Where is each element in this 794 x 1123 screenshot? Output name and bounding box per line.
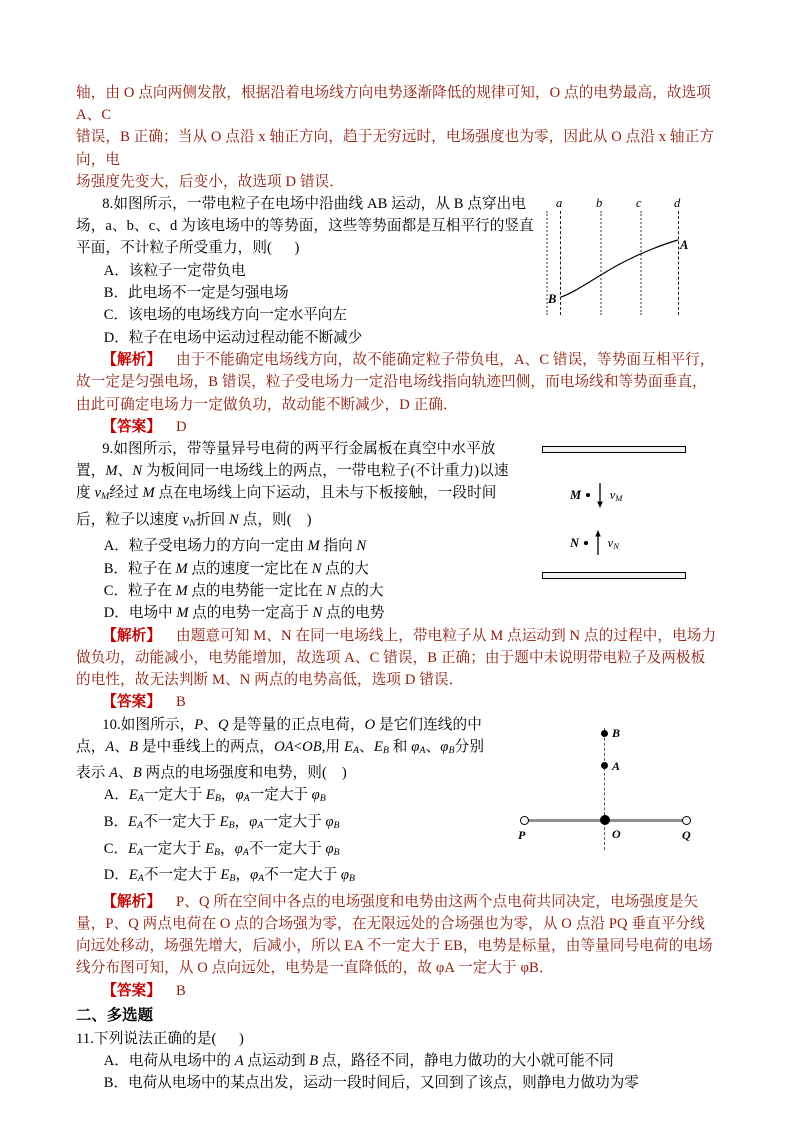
analysis-tag: 【解析】: [102, 893, 162, 910]
midpoint-label-o: O: [612, 826, 621, 841]
question-8: [76, 193, 718, 438]
charge-q-circle: [682, 816, 691, 825]
question-10-analysis: [76, 891, 718, 980]
midpoint-o-dot: [600, 815, 610, 825]
question-8-option-a[interactable]: A．该粒子一定带负电: [103, 262, 246, 279]
question-10: [76, 714, 718, 1002]
charge-label-q: Q: [682, 827, 691, 842]
answer-tag: 【答案】: [102, 694, 162, 711]
question-10-answer: [76, 980, 718, 1002]
question-10-option-b[interactable]: B．$E_A$不一定大于 $E_B$，$\varphi_A$一定大于 $\varphi_B$: [103, 814, 340, 832]
page-content: [76, 82, 718, 1095]
plane-label-a: a: [556, 196, 563, 211]
point-n-dot: [584, 541, 588, 545]
point-a-dot: [601, 762, 608, 769]
question-9-option-a[interactable]: A．粒子受电场力的方向一定由 M 指向 N: [103, 538, 367, 555]
lower-plate: [542, 572, 686, 579]
question-8-answer: [76, 416, 718, 438]
analysis-text: 由题意可知 M、N 在同一电场线上，带电粒子从 M 点运动到 N 点的过程中，电场力做负功，动能减小，电势能增加，故选项 A、C 错误，B 正确；由于题中未说明带电粒子及两极板的电性，故无法判断 M、N 两点的电势高低，选项 D 错误．: [76, 627, 717, 689]
continuation-line-3: 场强度先变大，后变小，故选项 D 错误．: [76, 173, 344, 190]
point-b-dot: [601, 730, 608, 737]
particle-trajectory-curve: [546, 197, 696, 315]
continuation-block: [76, 82, 718, 193]
question-8-analysis: [76, 349, 718, 416]
point-label-a: A: [612, 758, 621, 773]
answer-value: B: [176, 694, 186, 711]
question-10-option-c[interactable]: C．$E_A$一定大于 $E_B$，$\varphi_A$不一定大于 $\varphi_B$: [103, 840, 340, 858]
plane-label-d: d: [674, 196, 681, 211]
equipotential-planes-diagram: [546, 197, 696, 315]
question-9-option-b[interactable]: B．粒子在 M 点的速度一定比在 N 点的大: [103, 560, 369, 577]
section-2-title: 二、多选题: [76, 1006, 153, 1024]
parallel-plates-diagram: [534, 444, 694, 584]
question-11-option-a[interactable]: A．电荷从电场中的 A 点运动到 B 点，路径不同，静电力做功的大小就可能不同: [103, 1052, 614, 1069]
perpendicular-bisector: [604, 728, 605, 850]
upper-plate: [542, 446, 686, 453]
plane-label-c: c: [636, 196, 642, 211]
question-9-stem: 9.如图所示，带等量异号电荷的两平行金属板在真空中水平放置，M、N 为板间同一电场线上的两点，一带电粒子(不计重力)以速度 $v_M$经过 M 点在电场线上向下运动，且未与下板接触，一段时间后，粒子以速度 $v_N$折回 N 点，则( ): [76, 441, 509, 530]
continuation-line-2: 错误，B 正确；当从 O 点沿 x 轴正方向，趋于无穷远时，电场强度也为零，因此从 O 点沿 x 轴正方向，电: [76, 129, 715, 168]
question-8-option-b[interactable]: B．此电场不一定是匀强电场: [103, 285, 289, 302]
answer-value: B: [176, 982, 186, 999]
point-n-group: [570, 530, 619, 556]
two-point-charges-diagram: [510, 718, 700, 850]
analysis-tag: 【解析】: [102, 627, 162, 644]
question-10-stem: 10.如图所示，P、Q 是等量的正点电荷，O 是它们连线的中点，A、B 是中垂线上的两点，OA<OB,用 $E_A$、$E_B$ 和 $\varphi_A$、$\varphi_B$分别表示 A、B 两点的电场强度和电势，则( ): [76, 716, 485, 782]
question-8-option-d[interactable]: D．粒子在电场中运动过程动能不断减少: [103, 329, 363, 346]
question-8-option-c[interactable]: C．该电场的电场线方向一定水平向左: [103, 307, 347, 324]
question-9-analysis: [76, 625, 718, 692]
point-label-a: A: [680, 238, 689, 253]
velocity-arrow-up-icon: [593, 530, 603, 556]
charge-label-p: P: [518, 827, 526, 842]
analysis-tag: 【解析】: [102, 352, 162, 369]
question-9-option-d[interactable]: D．电场中 M 点的电势一定高于 N 点的电势: [103, 605, 385, 622]
question-11-option-b[interactable]: B．电荷从电场中的某点出发，运动一段时间后，又回到了该点，则静电力做功为零: [103, 1075, 639, 1092]
velocity-arrow-down-icon: [595, 482, 605, 508]
point-label-m: M: [570, 487, 582, 502]
answer-value: D: [176, 418, 187, 435]
question-9-option-c[interactable]: C．粒子在 M 点的电势能一定比在 N 点的大: [103, 583, 384, 600]
question-8-stem: 8.如图所示，一带电粒子在电场中沿曲线 AB 运动，从 B 点穿出电场，a、b、c、d 为该电场中的等势面，这些等势面都是互相平行的竖直平面，不计粒子所受重力，则( ): [76, 196, 534, 257]
analysis-text: P、Q 所在空间中各点的电场强度和电势由这两个点电荷共同决定，电场强度是矢量，P、Q 两点电荷在 O 点的合场强为零，在无限远处的合场强也为零，从 O 点沿 PQ 垂直平分线向远处移动，场强先增大，后减小，所以 EA 不一定大于 EB，电势是标量，由等量同号电荷的电场线分布图可知，从 O 点向远处，电势是一直降低的，故 φA 一定大于 φB．: [76, 893, 713, 977]
point-m-dot: [586, 493, 590, 497]
continuation-line-1: 轴，由 O 点向两侧发散，根据沿着电场线方向电势逐渐降低的规律可知，O 点的电势最高，故选项 A、C: [76, 85, 715, 124]
velocity-label-n: $v_N$: [607, 535, 619, 551]
plane-label-b: b: [596, 196, 603, 211]
point-label-b: B: [548, 292, 557, 307]
question-10-option-a[interactable]: A．$E_A$一定大于 $E_B$，$\varphi_A$一定大于 $\varphi_B$: [103, 787, 326, 805]
question-11-stem: 11.下列说法正确的是( ): [76, 1030, 244, 1047]
question-9: [76, 438, 718, 714]
question-9-answer: [76, 691, 718, 713]
answer-tag: 【答案】: [102, 418, 162, 435]
analysis-text: 由于不能确定电场线方向，故不能确定粒子带负电，A、C 错误，等势面互相平行，故一定是匀强电场，B 错误，粒子受电场力一定沿电场线指向轨迹凹侧，而电场线和等势面垂直，由此可确定电场力一定做负功，故动能不断减少，D 正确．: [76, 352, 715, 413]
answer-tag: 【答案】: [102, 982, 162, 999]
point-label-b: B: [612, 725, 621, 740]
charge-p-circle: [520, 816, 529, 825]
point-label-n: N: [570, 535, 580, 550]
section-2: [76, 1004, 718, 1095]
velocity-label-m: $v_M$: [609, 487, 623, 503]
question-10-option-d[interactable]: D．$E_A$不一定大于 $E_B$，$\varphi_A$不一定大于 $\varphi_B$: [103, 867, 355, 885]
point-m-group: [570, 482, 622, 508]
